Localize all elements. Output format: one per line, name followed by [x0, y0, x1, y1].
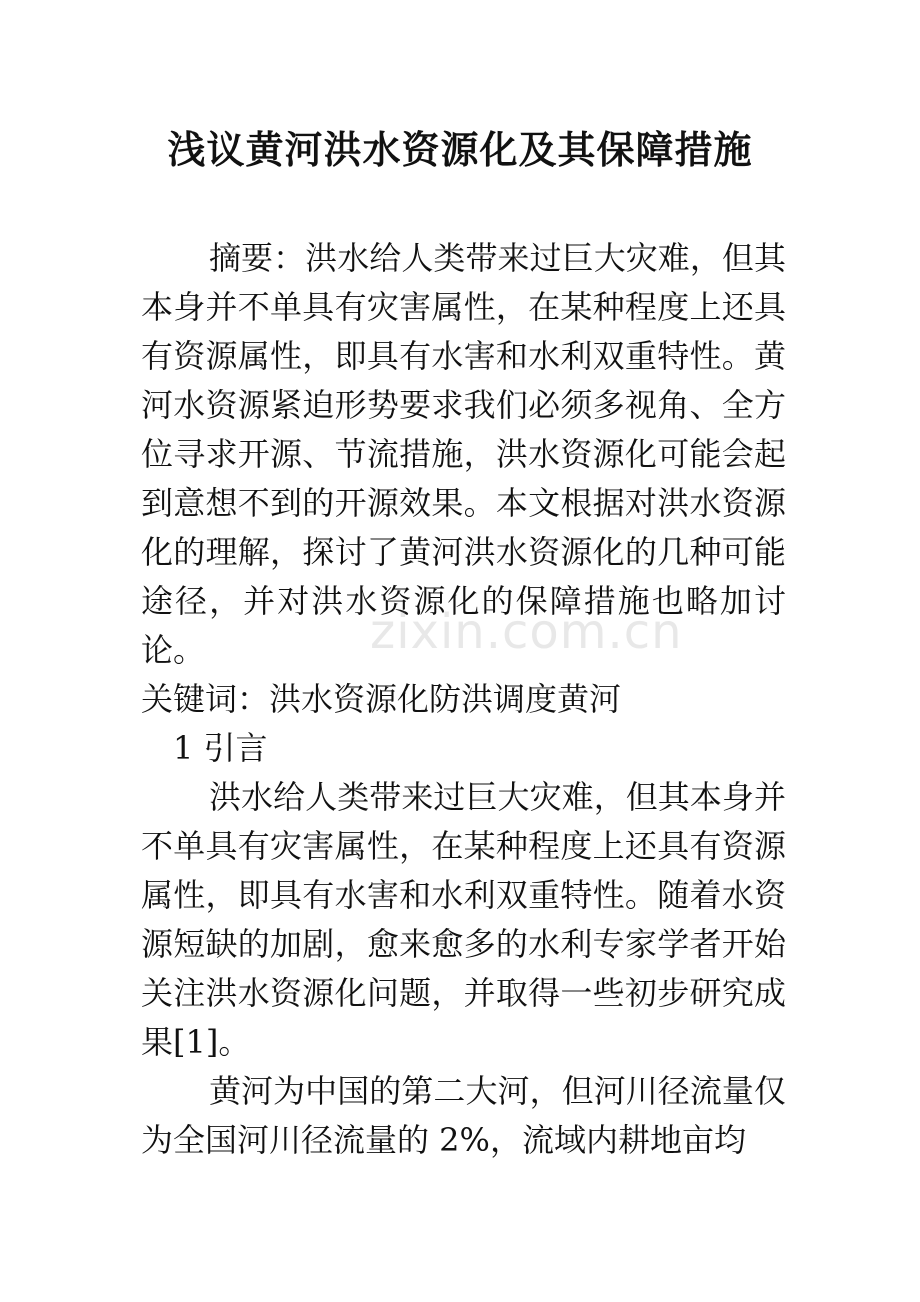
abstract-paragraph: 摘要：洪水给人类带来过巨大灾难，但其本身并不单具有灾害属性，在某种程度上还具有资源属性，即具有水害和水利双重特性。黄河水资源紧迫形势要求我们必须多视角、全方位寻求开源、节流措施，洪水资源化可能会起到意想不到的开源效果。本文根据对洪水资源化的理解，探讨了黄河洪水资源化的几种可能途径，并对洪水资源化的保障措施也略加讨论。: [141, 239, 786, 669]
keywords-line: 关键词：洪水资源化防洪调度黄河: [141, 680, 622, 718]
section-heading: 1 引言: [173, 729, 268, 767]
yellow-river-paragraph: 黄河为中国的第二大河，但河川径流量仅为全国河川径流量的 2%，流域内耕地亩均: [141, 1072, 786, 1159]
intro-paragraph: 洪水给人类带来过巨大灾难，但其本身并不单具有灾害属性，在某种程度上还具有资源属性，即具有水害和水利双重特性。随着水资源短缺的加剧，愈来愈多的水利专家学者开始关注洪水资源化问题，并取得一些初步研究成果[1]。: [141, 778, 786, 1061]
watermark: zixin.com.cn: [370, 604, 683, 660]
document-title: 浅议黄河洪水资源化及其保障措施: [167, 127, 753, 172]
